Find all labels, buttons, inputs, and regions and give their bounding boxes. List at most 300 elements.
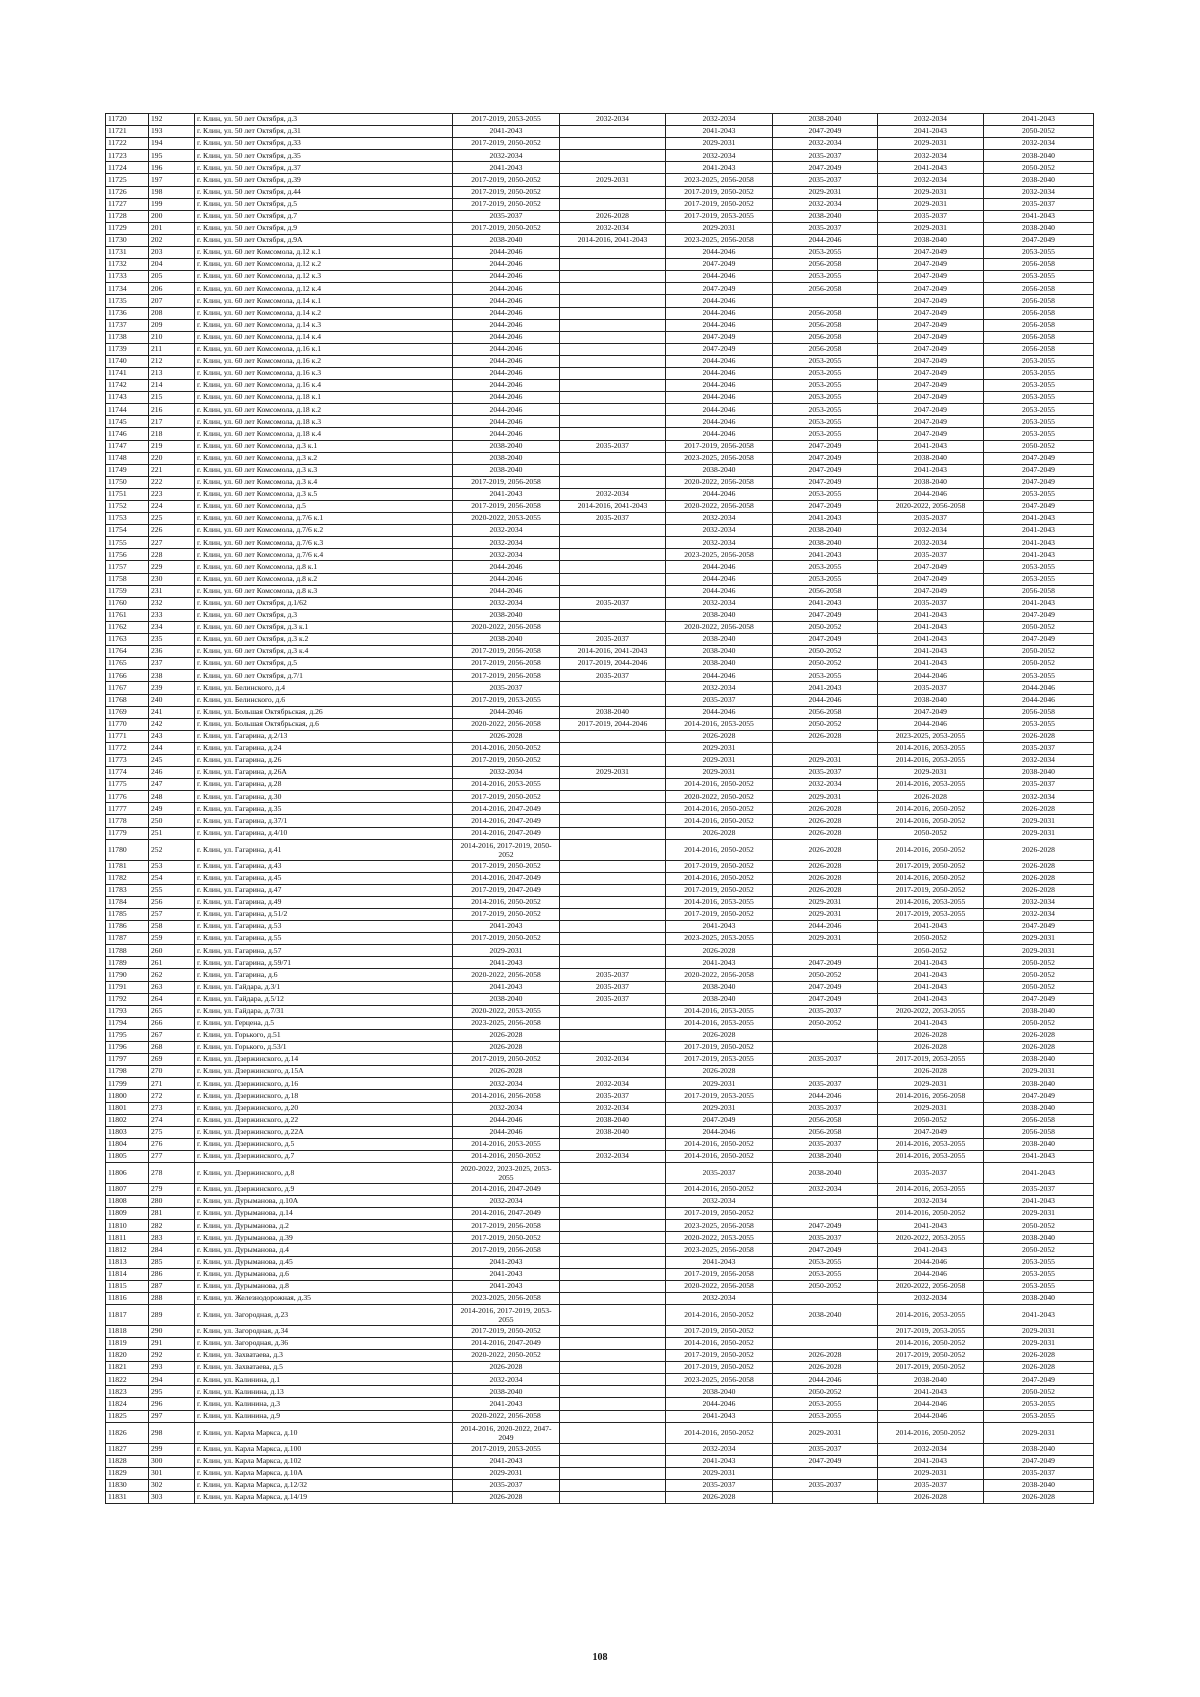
table-cell: 2032-2034 [453, 767, 560, 779]
table-cell: г. Клин, ул. 50 лет Октября, д.35 [195, 150, 453, 162]
table-row [106, 1126, 1094, 1138]
table-cell: 2026-2028 [666, 1029, 773, 1041]
table-cell: 11763 [106, 634, 149, 646]
table-cell: 2035-2037 [773, 1138, 878, 1150]
table-row [106, 1422, 1094, 1443]
table-cell: 2035-2037 [878, 1479, 984, 1491]
table-cell: 2044-2046 [453, 271, 560, 283]
table-cell: 200 [149, 210, 195, 222]
table-cell: 254 [149, 872, 195, 884]
table-cell: 11775 [106, 779, 149, 791]
table-row [106, 1029, 1094, 1041]
table-cell: г. Клин, ул. 60 лет Комсомола, д.8 к.1 [195, 561, 453, 573]
table-cell: 11828 [106, 1455, 149, 1467]
table-cell: 2047-2049 [666, 1114, 773, 1126]
table-cell: 11778 [106, 815, 149, 827]
table-cell: 11830 [106, 1479, 149, 1491]
table-cell: 2026-2028 [773, 839, 878, 860]
table-cell [560, 549, 666, 561]
table-cell: 2029-2031 [984, 1338, 1094, 1350]
table-cell: 2047-2049 [773, 1220, 878, 1232]
table-row [106, 392, 1094, 404]
table-cell: 2044-2046 [773, 1090, 878, 1102]
table-cell: 2053-2055 [984, 1280, 1094, 1292]
table-cell: 2014-2016, 2050-2052 [878, 872, 984, 884]
table-cell: 2053-2055 [984, 1398, 1094, 1410]
table-cell: 2032-2034 [453, 537, 560, 549]
table-cell: 2026-2028 [984, 1042, 1094, 1054]
table-cell [560, 1066, 666, 1078]
table-cell: 2017-2019, 2053-2055 [666, 1090, 773, 1102]
table-cell [560, 933, 666, 945]
table-cell: 228 [149, 549, 195, 561]
table-cell [773, 1208, 878, 1220]
table-cell: 11740 [106, 355, 149, 367]
table-cell: 2029-2031 [773, 933, 878, 945]
table-cell: 2017-2019, 2050-2052 [453, 174, 560, 186]
table-cell: 2038-2040 [666, 609, 773, 621]
table-cell: 2026-2028 [773, 884, 878, 896]
table-cell [560, 416, 666, 428]
table-cell: 2020-2022, 2056-2058 [666, 969, 773, 981]
table-cell: 2014-2016, 2050-2052 [666, 1150, 773, 1162]
register-table [105, 113, 1094, 1504]
table-cell: 2038-2040 [560, 1126, 666, 1138]
table-cell: 2032-2034 [878, 537, 984, 549]
table-cell: 11790 [106, 969, 149, 981]
table-cell: 2026-2028 [984, 803, 1094, 815]
table-cell: 2041-2043 [453, 126, 560, 138]
table-cell: 2032-2034 [666, 114, 773, 126]
table-cell: 242 [149, 718, 195, 730]
table-cell: 2044-2046 [878, 1410, 984, 1422]
table-cell: 2026-2028 [453, 730, 560, 742]
table-row [106, 186, 1094, 198]
table-cell: 2041-2043 [453, 1268, 560, 1280]
table-cell: 2032-2034 [560, 1054, 666, 1066]
table-cell: 2032-2034 [984, 186, 1094, 198]
table-cell: 2014-2016, 2053-2055 [453, 1138, 560, 1150]
table-cell: 11776 [106, 791, 149, 803]
table-cell: 2035-2037 [453, 682, 560, 694]
table-row [106, 259, 1094, 271]
table-cell: 2053-2055 [773, 428, 878, 440]
table-cell: 258 [149, 921, 195, 933]
table-cell: г. Клин, ул. 50 лет Октября, д.33 [195, 138, 453, 150]
table-cell: 294 [149, 1374, 195, 1386]
table-cell: 2035-2037 [773, 222, 878, 234]
table-cell: 2050-2052 [984, 1220, 1094, 1232]
table-cell: 2035-2037 [878, 682, 984, 694]
table-cell: 202 [149, 234, 195, 246]
table-cell: 11820 [106, 1350, 149, 1362]
table-cell: 2047-2049 [878, 271, 984, 283]
table-cell: г. Клин, ул. Карла Маркса, д.10 [195, 1422, 453, 1443]
table-cell: 272 [149, 1090, 195, 1102]
table-cell: г. Клин, ул. 60 лет Комсомола, д.16 к.2 [195, 355, 453, 367]
table-cell [560, 957, 666, 969]
table-cell [560, 150, 666, 162]
table-cell: 2047-2049 [878, 343, 984, 355]
table-cell: 2014-2016, 2017-2019, 2053-2055 [453, 1304, 560, 1325]
table-cell: 11811 [106, 1232, 149, 1244]
table-cell: 11827 [106, 1443, 149, 1455]
table-cell: 231 [149, 585, 195, 597]
table-cell: 268 [149, 1042, 195, 1054]
table-cell: г. Клин, ул. Загородная, д.34 [195, 1325, 453, 1337]
table-cell: 2041-2043 [453, 162, 560, 174]
table-cell: 2020-2022, 2056-2058 [453, 969, 560, 981]
table-cell: 2020-2022, 2053-2055 [453, 513, 560, 525]
table-cell: 2026-2028 [666, 827, 773, 839]
table-cell: 2020-2022, 2056-2058 [453, 718, 560, 730]
table-cell: 244 [149, 742, 195, 754]
table-cell: 2044-2046 [453, 1126, 560, 1138]
table-cell: 11786 [106, 921, 149, 933]
table-cell: 11812 [106, 1244, 149, 1256]
table-cell: 2041-2043 [878, 621, 984, 633]
table-cell: 2050-2052 [878, 1114, 984, 1126]
table-row [106, 331, 1094, 343]
table-cell: 2032-2034 [453, 549, 560, 561]
table-cell: 2038-2040 [773, 537, 878, 549]
table-cell [560, 621, 666, 633]
table-cell [560, 1232, 666, 1244]
table-cell: 11725 [106, 174, 149, 186]
table-cell: г. Клин, ул. 60 лет Комсомола, д.5 [195, 501, 453, 513]
table-cell: 2023-2025, 2056-2058 [666, 549, 773, 561]
table-cell [560, 367, 666, 379]
table-cell: 2035-2037 [560, 670, 666, 682]
table-cell: г. Клин, ул. 60 лет Октября, д.5 [195, 658, 453, 670]
table-cell: 201 [149, 222, 195, 234]
table-cell: 2047-2049 [773, 957, 878, 969]
table-cell: 293 [149, 1362, 195, 1374]
table-cell: 2044-2046 [666, 404, 773, 416]
table-cell: 2014-2016, 2050-2052 [453, 1150, 560, 1162]
table-cell: 2017-2019, 2050-2052 [453, 138, 560, 150]
table-cell: 2050-2052 [984, 621, 1094, 633]
table-cell: 2032-2034 [878, 1292, 984, 1304]
table-cell [560, 1398, 666, 1410]
table-cell: 2014-2016, 2020-2022, 2047-2049 [453, 1422, 560, 1443]
table-cell: 2053-2055 [984, 573, 1094, 585]
table-cell: 2032-2034 [453, 1102, 560, 1114]
table-cell: 2047-2049 [878, 392, 984, 404]
table-cell: 2017-2019, 2050-2052 [453, 909, 560, 921]
table-cell: 235 [149, 634, 195, 646]
table-cell: 11779 [106, 827, 149, 839]
table-cell: 11764 [106, 646, 149, 658]
table-cell: 2017-2019, 2050-2052 [453, 186, 560, 198]
table-cell: 2017-2019, 2050-2052 [878, 860, 984, 872]
table-cell: 2035-2037 [984, 742, 1094, 754]
table-cell: 2044-2046 [453, 428, 560, 440]
table-cell: 11774 [106, 767, 149, 779]
table-cell: 2029-2031 [666, 222, 773, 234]
table-cell: 2029-2031 [666, 1102, 773, 1114]
table-cell: 2017-2019, 2053-2055 [453, 694, 560, 706]
table-row [106, 827, 1094, 839]
table-cell: 2044-2046 [666, 319, 773, 331]
table-cell: 11761 [106, 609, 149, 621]
table-cell: 217 [149, 416, 195, 428]
table-cell [560, 1410, 666, 1422]
table-cell [773, 1338, 878, 1350]
table-cell: 11723 [106, 150, 149, 162]
table-cell: 2014-2016, 2050-2052 [666, 872, 773, 884]
table-cell: 2014-2016, 2050-2052 [666, 1183, 773, 1195]
table-cell: г. Клин, ул. 60 лет Комсомола, д.14 к.2 [195, 307, 453, 319]
table-cell: 2050-2052 [984, 1386, 1094, 1398]
table-cell: 2029-2031 [878, 138, 984, 150]
table-cell: 2026-2028 [984, 860, 1094, 872]
table-row [106, 404, 1094, 416]
table-cell: 2029-2031 [878, 198, 984, 210]
table-cell: 289 [149, 1304, 195, 1325]
table-cell: 2056-2058 [773, 307, 878, 319]
table-cell: 2044-2046 [878, 670, 984, 682]
table-cell: 11759 [106, 585, 149, 597]
table-row [106, 283, 1094, 295]
table-row [106, 126, 1094, 138]
table-cell: 2044-2046 [453, 1114, 560, 1126]
table-cell [560, 537, 666, 549]
table-cell: 2014-2016, 2053-2055 [666, 1005, 773, 1017]
table-cell: 2044-2046 [878, 718, 984, 730]
table-cell: 2041-2043 [453, 1256, 560, 1268]
table-cell: г. Клин, ул. Гагарина, д.26А [195, 767, 453, 779]
table-cell: 2035-2037 [560, 513, 666, 525]
table-cell: 2035-2037 [560, 634, 666, 646]
table-cell: г. Клин, ул. 60 лет Комсомола, д.12 к.1 [195, 247, 453, 259]
table-cell: г. Клин, ул. Карла Маркса, д.10А [195, 1467, 453, 1479]
table-cell: г. Клин, ул. Белинского, д.4 [195, 682, 453, 694]
table-cell: 2047-2049 [984, 921, 1094, 933]
table-cell: 216 [149, 404, 195, 416]
table-cell: 2053-2055 [773, 404, 878, 416]
table-row [106, 549, 1094, 561]
table-cell [560, 1220, 666, 1232]
table-cell: 226 [149, 525, 195, 537]
table-cell: г. Клин, ул. 60 лет Комсомола, д.12 к.2 [195, 259, 453, 271]
table-cell: 2038-2040 [453, 609, 560, 621]
table-cell: 2023-2025, 2056-2058 [666, 452, 773, 464]
table-row [106, 1443, 1094, 1455]
table-cell [560, 1479, 666, 1491]
table-cell: 2041-2043 [878, 634, 984, 646]
table-cell: 2017-2019, 2056-2058 [666, 440, 773, 452]
table-row [106, 694, 1094, 706]
table-cell: 2038-2040 [878, 452, 984, 464]
table-cell: 2053-2055 [773, 561, 878, 573]
table-cell [560, 525, 666, 537]
table-cell: 278 [149, 1162, 195, 1183]
table-cell [560, 283, 666, 295]
table-row [106, 1150, 1094, 1162]
table-cell: 2017-2019, 2050-2052 [878, 884, 984, 896]
table-cell: 11720 [106, 114, 149, 126]
table-cell: 2023-2025, 2056-2058 [666, 1374, 773, 1386]
table-cell: 2056-2058 [773, 283, 878, 295]
table-cell: 2038-2040 [453, 1386, 560, 1398]
table-cell: 2032-2034 [984, 791, 1094, 803]
table-cell: г. Клин, ул. Калинина, д.9 [195, 1410, 453, 1422]
table-cell: 220 [149, 452, 195, 464]
table-cell: 2017-2019, 2044-2046 [560, 718, 666, 730]
table-cell: 240 [149, 694, 195, 706]
table-cell: 11758 [106, 573, 149, 585]
table-cell: г. Клин, ул. Дурыманова, д.6 [195, 1268, 453, 1280]
table-row [106, 706, 1094, 718]
table-cell: 2029-2031 [773, 1422, 878, 1443]
table-cell: 245 [149, 754, 195, 766]
table-cell: 2014-2016, 2047-2049 [453, 827, 560, 839]
table-cell: 2026-2028 [773, 815, 878, 827]
table-cell: 2014-2016, 2050-2052 [666, 1304, 773, 1325]
table-cell: 11788 [106, 945, 149, 957]
table-cell: 297 [149, 1410, 195, 1422]
table-cell: 2014-2016, 2053-2055 [878, 779, 984, 791]
table-cell [560, 1042, 666, 1054]
table-cell: 2053-2055 [773, 247, 878, 259]
table-cell: 2017-2019, 2050-2052 [666, 186, 773, 198]
table-cell: 2017-2019, 2053-2055 [878, 1054, 984, 1066]
table-cell: 2041-2043 [878, 1455, 984, 1467]
table-row [106, 1138, 1094, 1150]
table-cell: 2017-2019, 2050-2052 [453, 1054, 560, 1066]
table-cell: 2044-2046 [666, 561, 773, 573]
table-cell: 2026-2028 [984, 839, 1094, 860]
table-cell: 2017-2019, 2050-2052 [453, 198, 560, 210]
table-cell: 2056-2058 [984, 585, 1094, 597]
table-cell: 2026-2028 [878, 791, 984, 803]
table-row [106, 1386, 1094, 1398]
table-cell: 2029-2031 [878, 767, 984, 779]
table-cell: 2020-2022, 2056-2058 [666, 476, 773, 488]
table-cell: 2032-2034 [984, 909, 1094, 921]
table-cell: 2053-2055 [984, 271, 1094, 283]
table-cell: г. Клин, ул. Дзержинского, д.7 [195, 1150, 453, 1162]
table-cell: 11736 [106, 307, 149, 319]
table-cell: 2041-2043 [878, 646, 984, 658]
table-cell: 250 [149, 815, 195, 827]
table-cell: 11780 [106, 839, 149, 860]
table-cell: 11741 [106, 367, 149, 379]
table-cell: 2014-2016, 2047-2049 [453, 872, 560, 884]
table-cell: 2041-2043 [773, 549, 878, 561]
table-row [106, 839, 1094, 860]
table-cell: 2056-2058 [984, 319, 1094, 331]
table-cell [560, 791, 666, 803]
table-cell: 2038-2040 [773, 1150, 878, 1162]
table-cell: 2053-2055 [984, 1268, 1094, 1280]
table-cell: 276 [149, 1138, 195, 1150]
table-cell: 2017-2019, 2053-2055 [666, 1054, 773, 1066]
table-cell: 2053-2055 [984, 561, 1094, 573]
table-cell [560, 380, 666, 392]
table-cell: 2026-2028 [773, 730, 878, 742]
table-cell: 203 [149, 247, 195, 259]
table-cell: 2038-2040 [984, 222, 1094, 234]
table-row [106, 114, 1094, 126]
table-cell: 2032-2034 [666, 150, 773, 162]
table-cell: г. Клин, ул. 50 лет Октября, д.44 [195, 186, 453, 198]
table-cell: 11769 [106, 706, 149, 718]
table-cell: 2017-2019, 2053-2055 [878, 909, 984, 921]
table-cell: г. Клин, ул. Захватаева, д.3 [195, 1350, 453, 1362]
table-cell: 2029-2031 [666, 1078, 773, 1090]
table-row [106, 993, 1094, 1005]
table-cell [560, 1138, 666, 1150]
table-cell: 2047-2049 [773, 634, 878, 646]
table-cell: г. Клин, ул. 60 лет Комсомола, д.18 к.1 [195, 392, 453, 404]
table-cell: 2020-2022, 2056-2058 [878, 501, 984, 513]
table-cell: 2044-2046 [666, 380, 773, 392]
table-cell: 299 [149, 1443, 195, 1455]
table-cell: 11735 [106, 295, 149, 307]
table-cell: 2017-2019, 2056-2058 [453, 646, 560, 658]
table-cell: г. Клин, ул. Гагарина, д.37/1 [195, 815, 453, 827]
table-cell: г. Клин, ул. 60 лет Октября, д.3 [195, 609, 453, 621]
table-cell [560, 404, 666, 416]
table-cell: 2032-2034 [560, 114, 666, 126]
table-cell: 2047-2049 [984, 609, 1094, 621]
table-cell: 2056-2058 [984, 331, 1094, 343]
table-cell: г. Клин, ул. Дзержинского, д.22 [195, 1114, 453, 1126]
table-cell: 218 [149, 428, 195, 440]
table-cell: 267 [149, 1029, 195, 1041]
table-cell: 2044-2046 [666, 573, 773, 585]
table-cell: 2041-2043 [773, 597, 878, 609]
table-cell [560, 742, 666, 754]
table-row [106, 718, 1094, 730]
table-cell: 2029-2031 [984, 827, 1094, 839]
table-cell: 11767 [106, 682, 149, 694]
table-cell: 2014-2016, 2017-2019, 2050-2052 [453, 839, 560, 860]
table-cell: 2035-2037 [560, 597, 666, 609]
table-cell: 2026-2028 [984, 1350, 1094, 1362]
table-cell [560, 815, 666, 827]
table-cell: 11823 [106, 1386, 149, 1398]
table-cell: 232 [149, 597, 195, 609]
table-cell: 11731 [106, 247, 149, 259]
table-cell: 2044-2046 [878, 488, 984, 500]
table-cell: 2038-2040 [666, 1386, 773, 1398]
table-cell: 233 [149, 609, 195, 621]
table-cell: 285 [149, 1256, 195, 1268]
table-cell: 2047-2049 [773, 162, 878, 174]
table-cell: 2014-2016, 2053-2055 [878, 754, 984, 766]
table-cell: 2047-2049 [878, 428, 984, 440]
table-cell: 2041-2043 [666, 1256, 773, 1268]
table-cell: 2017-2019, 2050-2052 [666, 1325, 773, 1337]
table-cell [560, 754, 666, 766]
table-row [106, 909, 1094, 921]
table-cell: г. Клин, ул. Гагарина, д.49 [195, 896, 453, 908]
table-cell: 2038-2040 [453, 634, 560, 646]
table-cell: 2056-2058 [773, 706, 878, 718]
table-cell: 2035-2037 [453, 1479, 560, 1491]
table-cell: 2044-2046 [773, 1374, 878, 1386]
table-row [106, 1054, 1094, 1066]
table-cell: 2038-2040 [984, 174, 1094, 186]
table-cell: 2026-2028 [984, 1492, 1094, 1504]
table-cell: 2044-2046 [453, 247, 560, 259]
table-cell: г. Клин, ул. Дзержинского, д.22А [195, 1126, 453, 1138]
table-row [106, 295, 1094, 307]
table-cell: 2041-2043 [453, 981, 560, 993]
